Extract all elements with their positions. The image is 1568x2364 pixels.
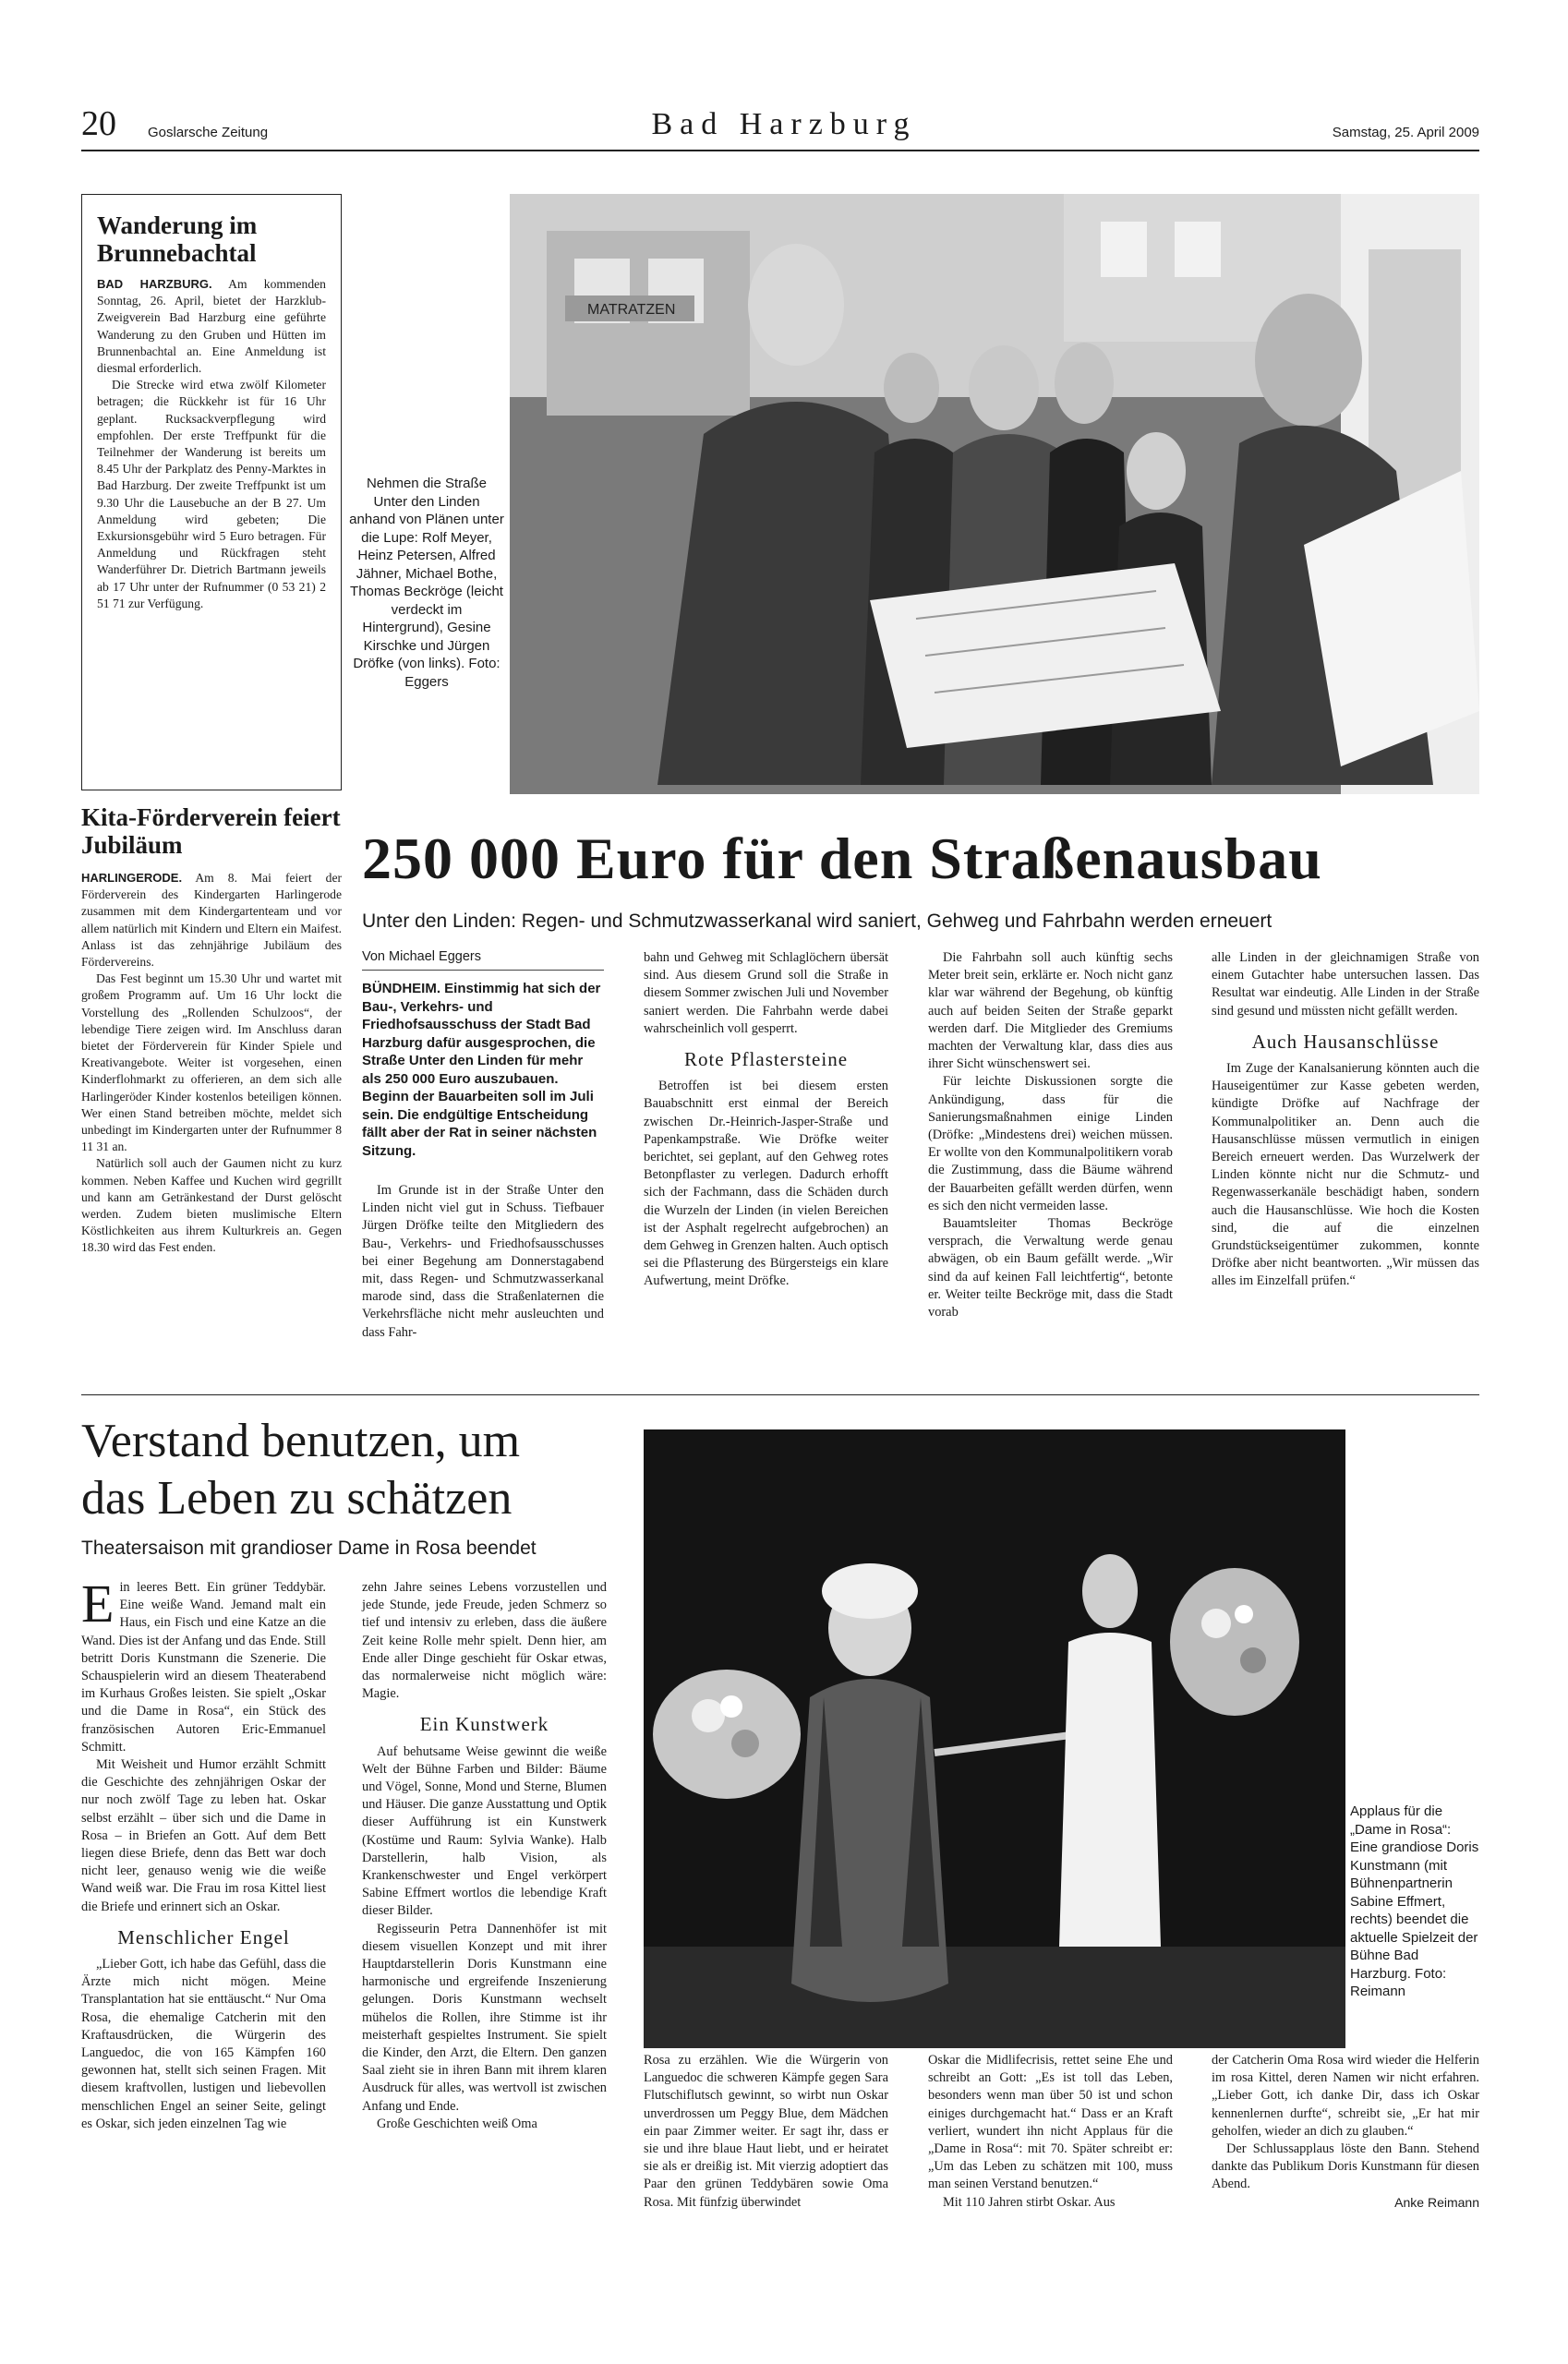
theater-col3-p1: Rosa zu erzählen. Wie die Würgerin von Languedoc die schweren Kämpfe gegen Sara Flutschiflutsch gewinnt, so wirbt nun Oskar unverdrossen um Peggy Blue, dem Mädchen ein paar Zimmer weiter. Er sagt ihr, dass er sie und ihre blaue Haut liebt, und er heiratet sie als er dreißig ist. Mit vierzig adoptiert das Paar den grünen Teddybären sowie Oma Rosa. Mit fünfzig überwindet [644,2053,888,2210]
flower-bouquet-left [653,1670,801,1799]
main-col-1 [362,949,604,1342]
main-col4-p2: Im Zuge der Kanalsanierung könnten auch die Hauseigentümer zur Kasse gebeten werden, kündigte Dröfke auf Nachfrage der Kommunalpolitiker an. Denn auch die Hausanschlüsse müssen vermutlich in einigen Bereich erneuert werden. Das Wurzelwerk der Linden könnte nicht nur die Schmutz- und Regenwasserkanäle beschädigt haben, sondern auch die Hausanschlüsse. Wie hoch die Kosten sind, die auf die einzelnen Grundstückseigentümer zukommen, konnte Dröfke aber nicht beantworten. „Wir müssen das alles im Einzelfall prüfen.“ [1212,1061,1479,1289]
theater-headline-line2: das Leben zu schätzen [81,1472,513,1525]
paper-name: Goslarsche Zeitung [148,125,269,140]
theater-subhead-1: Menschlicher Engel [117,1925,290,1948]
main-col-2 [644,949,888,1291]
street-meeting-photo [510,194,1479,794]
kita-body [81,870,342,1257]
stage-illustration [644,1429,1345,2048]
main-byline: Von Michael Eggers [362,949,604,971]
section-divider [81,1394,1479,1395]
theater-col-3 [644,2052,888,2212]
theater-subhead-2: Ein Kunstwerk [419,1713,549,1736]
theater-col-4 [928,2052,1173,2212]
theater-p2: Mit Weisheit und Humor erzählt Schmitt die Geschichte des zehnjährigen Oskar der nur noch zwölf Tage zu leben hat. Oskar selbst erzählt – über sich und die Dame in Rosa – in Briefen an Gott. Auf dem Bett liegen diese Briefe, denn das Bett war doch nicht leer, genauso wenig wie die weiße Wand weiß war. Die Frau im rosa Kittel liest die Briefe und erinnert sich an Oskar. [81,1757,326,1914]
main-col3-p3: Bauamtsleiter Thomas Beckröge versprach, die Verwaltung werde genau abwägen, ob ein Baum gefällt werde. „Wir sind da auf keinen Fall leichtfertig“, betonte er. Weiter teilte Beckröge mit, dass die Stadt vorab [928,1216,1173,1321]
main-lead: BÜNDHEIM. Einstimmig hat sich der Bau-, Verkehrs- und Friedhofsausschuss der Stadt Bad Harzburg dafür ausgesprochen, die Straße Unter den Linden für mehr als 250 000 Euro auszubauen. Beginn der Bauarbeiten soll im Juli sein. Die endgültige Entscheidung fällt aber der Rat in seiner nächsten Sitzung. [362,981,601,1159]
main-col1-p1: Im Grunde ist in der Straße Unter den Linden nicht viel gut in Schuss. Tiefbauer Jürgen Dröfke teilte den Mitgliedern des Bau-, Verkehrs- und Friedhofsausschusses bei einer Begehung am Donnerstagabend mit, dass Regen- und Schmutzwasserkanal marode sind, dass die Straßenlaternen die Verkehrsfläche nicht mehr ausleuchten und dass Fahr- [362,1183,604,1340]
main-col2-p1: bahn und Gehweg mit Schlaglöchern übersät sind. Aus diesem Grund soll die Straße in diesem Sommer zwischen Juli und November saniert werden. Die Fahrbahn werde dabei wahrscheinlich voll gesperrt. [644,950,888,1036]
theater-p3: „Lieber Gott, ich habe das Gefühl, dass die Ärzte mich nicht mögen. Meine Transplantation hat sie enttäuscht.“ Nur Oma Rosa, die ehemalige Catcherin mit den Kraftausdrücken, die Würgerin des Languedoc, die von 165 Kämpfen 160 gewonnen hat, stellt sich seinen Fragen. Mit diesem kraftvollen, lustigen und liebevollen menschlichen Engel an seiner Seite, gelingt es Oskar, sich jeden einzelnen Tag wie [81,1957,326,2131]
header-rule [81,150,1479,151]
main-col3-p1: Die Fahrbahn soll auch künftig sechs Meter breit sein, erklärte er. Noch nicht ganz klar war während der Begehung, ob künftig auch auf beiden Seiten der Straße geparkt werden darf. Die Mitglieder des Gremiums machten der Verwaltung klar, dass dies aus ihrer Sicht wünschenswert sei. [928,950,1173,1072]
kita-article [81,803,342,1257]
main-col-3 [928,949,1173,1321]
kita-headline: Kita-Förderverein feiert Jubiläum [81,803,341,859]
theater-col5-p1: der Catcherin Oma Rosa wird wieder die Helferin im rosa Kittel, deren Namen wir nicht erfahren. „Lieber Gott, ich danke Dir, dass ich Oskar kennenlernen durfte“, schreibt sie, „Er hat mir geholfen, wieder an dich zu glauben.“ [1212,2053,1479,2139]
main-col4-subhead: Auch Hausanschlüsse [1251,1030,1440,1053]
main-col2-p2: Betroffen ist bei diesem ersten Bauabschnitt erst einmal der Bereich zwischen Dr.-Heinrich-Jasper-Straße und Papenkampstraße. Wie Dröfke weiter berichtet, sei geplant, auf den Gehweg rotes Betonpflaster zu verlegen. Dadurch erhofft sich der Fachmann, dass die Schäden durch die Wurzeln der Linden (in vielen Bereichen ist der Asphalt regelrecht aufgebrochen) an dem Gehweg in Grenzen halten. Auch optisch sei die Pflasterung des Bürgersteigs ein klare Aufwertung, meint Dröfke. [644,1079,888,1289]
theater-photo-caption: Applaus für die „Dame in Rosa“: Eine grandiose Doris Kunstmann (mit Bühnenpartnerin Sabine Effmert, rechts) beendet die aktuelle Spielzeit der Bühne Bad Harzburg. Foto: Reimann [1350,1803,1479,1999]
theater-col5-p2: Der Schlussapplaus löste den Bann. Stehend dankte das Publikum Doris Kunstmann für diesen Abend. [1212,2141,1479,2192]
wanderung-p1: Am kommenden Sonntag, 26. April, bietet der Harzklub-Zweigverein Bad Harzburg eine geführte Wanderung zu den Gruben und Hütten im Brunnenbachtal an. Eine Anmeldung ist diesmal erforderlich. [97,277,326,376]
photo1-caption: Nehmen die Straße Unter den Linden anhand von Plänen unter die Lupe: Rolf Meyer, Heinz Petersen, Alfred Jähner, Michael Bothe, Thomas Beckröge (leicht verdeckt im Hintergrund), Gesine Kirschke und Jürgen Dröfke (von links). Foto: Eggers [349,476,504,690]
kita-p2: Das Fest beginnt um 15.30 Uhr und wartet mit großem Programm auf. Um 16 Uhr lockt die Vorstellung des „Rollenden Schulzoos“, der lebendige Tiere zeigen wird. Im Anschluss daran bietet der Förderverein für Kinder Spiele und Kreativangebote. Weiter ist vorgesehen, einen Kinderflohmarkt zu offerieren, an dem sich alle Harlingeröder Kinder kostenlos beteiligen können. Wer einen Stand betreiben möchte, meldet sich unbedingt im Kindergarten unter der Rufnummer 8 11 31 an. [81,971,342,1154]
main-col4-p1: alle Linden in der gleichnamigen Straße von einem Gutachter habe untersuchen lassen. Das Resultat war eindeutig. Alle Linden in der Straße sind gesund und müssten nicht gefällt werden. [1212,950,1479,1019]
section-title: Bad Harzburg [651,107,917,141]
theater-headline [81,1413,520,1527]
main-col1-text [362,1182,604,1342]
wanderung-body [97,276,326,612]
wanderung-dateline: BAD HARZBURG. [97,277,212,291]
issue-date: Samstag, 25. April 2009 [1332,125,1479,140]
wanderung-box [81,194,342,790]
main-col-4 [1212,949,1479,1291]
theater-col2-p3: Regisseurin Petra Dannenhöfer ist mit diesem visuellen Konzept und mit ihrer Hauptdarstellerin Doris Kunstmann eine harmonische und ergreifende Inszenierung gelungen. Doris Kunstmann wechselt mühelos die Rollen, ihre Stimme ist ihr meisterhaft gespieltes Instrument. Sie spielt die Kinder, den Arzt, die Eltern. Den ganzen Saal zieht sie in ihren Bann mit ihrem klaren Ausdruck für alles, was wertvoll ist zwischen Anfang und Ende. [362,1921,607,2114]
main-subheadline: Unter den Linden: Regen- und Schmutzwasserkanal wird saniert, Gehweg und Fahrbahn werden erneuert [362,911,1272,932]
theater-col-1 [81,1574,326,2133]
theater-subheadline: Theatersaison mit grandioser Dame in Rosa beendet [81,1538,537,1559]
theater-col-2 [362,1579,607,2133]
dropcap: E [81,1574,115,1634]
theater-p1: in leeres Bett. Ein grüner Teddybär. Eine weiße Wand. Jemand malt ein Haus, ein Fisch und eine Katze an die Wand. Dies ist der Anfang und das Ende. Still betritt Doris Kunstmann die Szenerie. Die Schauspielerin wird an diesem Theaterabend im Kurhaus Großes leisten. Sie spielt „Oskar und die Dame in Rosa“, ein Stück des französischen Autoren Eric-Emmanuel Schmitt. [81,1580,326,1755]
flower-bouquet-right [1170,1568,1299,1716]
kita-dateline: HARLINGERODE. [81,871,183,885]
theater-author: Anke Reimann [1394,2194,1479,2210]
theater-col2-p1: zehn Jahre seines Lebens vorzustellen und jede Stunde, jede Freude, jeden Schmerz so tief und intensiv zu erleben, dass die äußere Zeit keine Rolle mehr spielt. Denn hier, am Ende aller Dinge geschieht für Oskar etwas, das normalerweise nicht möglich wäre: Magie. [362,1580,607,1702]
wanderung-headline: Wanderung im Brunnebachtal [97,211,258,267]
kita-p1: Am 8. Mai feiert der Förderverein des Kindergarten Harlingerode zusammen mit dem Kindergartenteam und vor allem natürlich mit Kindern und Eltern ein Maifest. Anlass ist das zehnjährige Jubiläum des Fördervereins. [81,871,343,970]
theater-col2-p2: Auf behutsame Weise gewinnt die weiße Welt der Bühne Farben und Bilder: Bäume und Vögel, Sonne, Mond und Sterne, Blumen und Häuser. Die ganze Ausstattung und Optik dieser Aufführung ist ein Kunstwerk (Kostüme und Raum: Sylvia Wanke). Halb Darstellerin, halb Vision, als Krankenschwester und Engel verkörpert Sabine Effmert wortlos die lebendige Kraft dieser Bilder. [362,1743,607,1919]
kita-p3: Natürlich soll auch der Gaumen nicht zu kurz kommen. Neben Kaffee und Kuchen wird gegrillt und kann am Getränkestand der Durst gelöscht werden. Zudem bieten muslimische Eltern Köstlichkeiten aus ihrem Kulturkreis an. Gegen 18.30 wird das Fest enden. [81,1156,342,1255]
wanderung-p2: Die Strecke wird etwa zwölf Kilometer betragen; die Rückkehr ist für 16 Uhr geplant. Rucksackverpflegung wird empfohlen. Der erste Treffpunkt für die Teilnehmer der Wanderung ist bereits um 8.45 Uhr der Parkplatz des Penny-Marktes in Bad Harzburg. Der zweite Treffpunkt ist um 9.30 Uhr die Lausebuche an der B 27. Um Anmeldung wird gebeten; Die Exkursionsgebühr wird 5 Euro betragen. Für Anmeldung und Rückfragen steht Wanderführer Dr. Dietrich Bartmann jeweils ab 17 Uhr unter der Rufnummer (0 53 21) 2 51 71 zur Verfügung. [97,378,326,610]
main-headline: 250 000 Euro für den Straßenausbau [362,826,1322,891]
theater-stage-photo [644,1429,1345,2048]
theater-col2-p4: Große Geschichten weiß Oma [377,2116,537,2131]
main-col2-subhead: Rote Pflastersteine [683,1048,849,1071]
page-number: 20 [81,104,116,143]
main-col3-p2: Für leichte Diskussionen sorgte die Ankündigung, dass für die Sanierungsmaßnahmen einige Linden (Dröfke: „Mindestens drei) weichen müssen. Er wollte von den Kommunalpolitikern vorab die Zustimmung, dass die Bäume während der Bauarbeiten gefällt werden dürfen, wenn es sich den nicht vermeiden lasse. [928,1074,1173,1213]
matratzen-sign: MATRATZEN [587,302,676,318]
street-meeting-illustration [510,194,1479,794]
theater-col-5 [1212,2052,1479,2212]
theater-col4-p1: Oskar die Midlifecrisis, rettet seine Ehe und schreibt an Gott: „Es ist toll das Leben, besonders wenn man über 50 ist und schon einiges durchgemacht hat.“ Dass er an Kraft verliert, wundert ihn nicht Applaus für die „Dame in Rosa“: mit 70. Später schreibt er: „Um das Leben zu schätzen mit 100, muss man seinen Verstand benutzen.“ [928,2053,1173,2192]
theater-headline-line1: Verstand benutzen, um [81,1415,521,1467]
theater-col4-p2: Mit 110 Jahren stirbt Oskar. Aus [943,2194,1116,2210]
